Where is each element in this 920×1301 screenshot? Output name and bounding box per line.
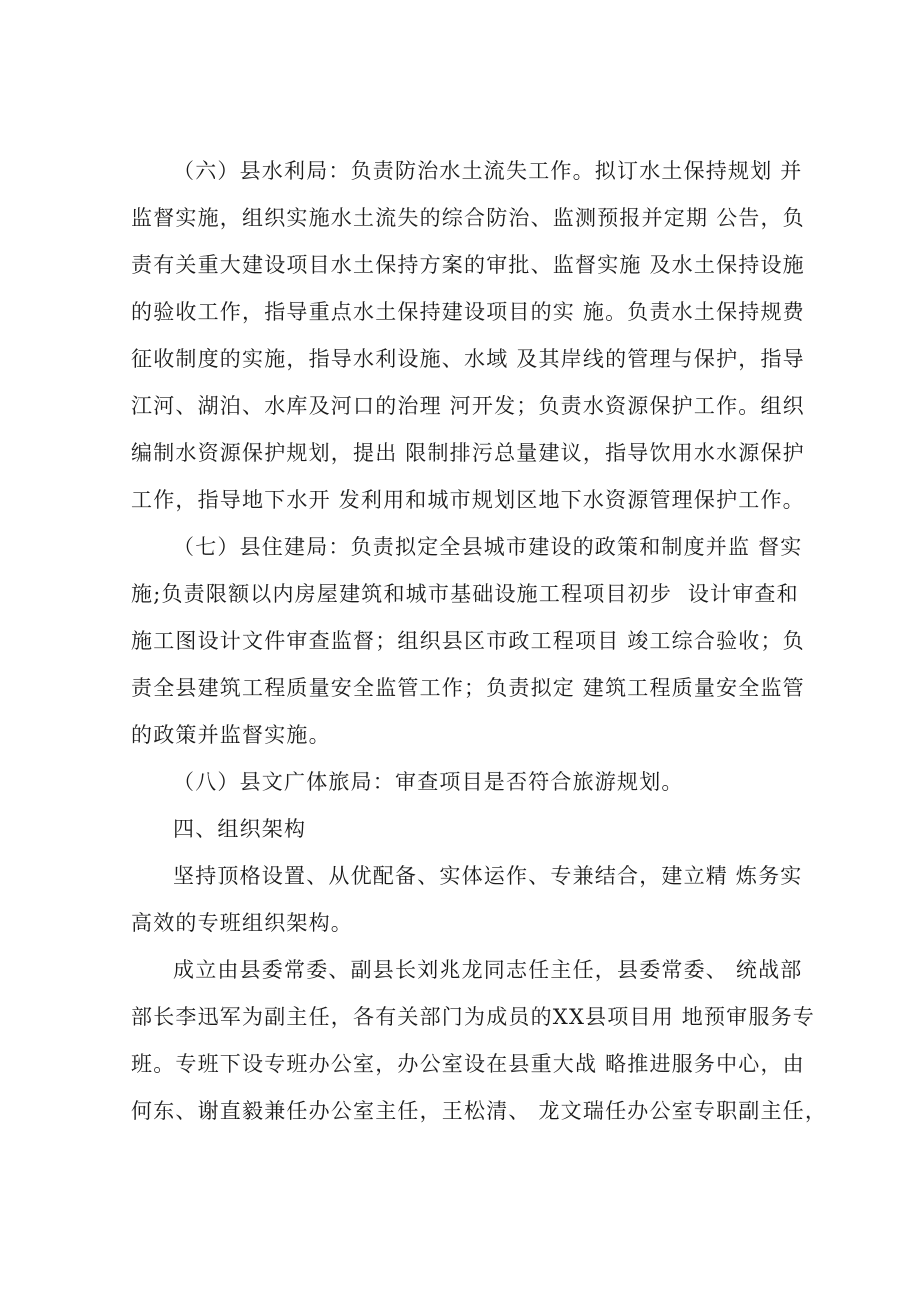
section-heading: 四、组织架构: [173, 817, 307, 841]
text-line: 施;负责限额以内房屋建筑和城市基础设施工程项目初步 设计审查和: [131, 582, 799, 606]
section-heading-organization: [131, 806, 796, 853]
text-line: 责有关重大建设项目水土保持方案的审批、监督实施 及水土保持设施: [131, 253, 805, 277]
text-line: 成立由县委常委、副县长刘兆龙同志任主任，县委常委、 统战部: [173, 958, 803, 982]
text-line: 工作，指导地下水开 发利用和城市规划区地下水资源管理保护工作。: [131, 488, 805, 512]
text-line: 施工图设计文件审查监督；组织县区市政工程项目 竣工综合验收；负: [131, 629, 805, 653]
text-line: （七）县住建局：负责拟定全县城市建设的政策和制度并监 督实: [173, 535, 803, 559]
text-line: （八）县文广体旅局：审查项目是否符合旅游规划。: [173, 770, 684, 794]
text-line: 江河、湖泊、水库及河口的治理 河开发；负责水资源保护工作。组织: [131, 394, 805, 418]
text-line: （六）县水利局：负责防治水土流失工作。拟订水土保持规划 并: [173, 159, 803, 183]
text-line: 监督实施，组织实施水土流失的综合防治、监测预报并定期 公告，负: [131, 206, 805, 230]
text-line: 责全县建筑工程质量安全监管工作；负责拟定 建筑工程质量安全监管: [131, 676, 805, 700]
text-line: 的验收工作，指导重点水土保持建设项目的实 施。负责水土保持规费: [131, 300, 805, 324]
paragraph-culture-bureau: [131, 759, 796, 806]
text-line: 的政策并监督实施。: [131, 723, 331, 747]
text-line: 坚持顶格设置、从优配备、实体运作、专兼结合，建立精 炼务实: [173, 864, 803, 888]
paragraph-structure-principle: [131, 853, 803, 947]
text-line: 班。专班下设专班办公室，办公室设在县重大战 略推进服务中心，由: [131, 1052, 805, 1076]
paragraph-task-force: [131, 947, 828, 1135]
paragraph-water-bureau: [131, 148, 805, 524]
paragraph-housing-bureau: [131, 524, 805, 759]
text-line: 编制水资源保护规划，提出 限制排污总量建议，指导饮用水水源保护: [131, 441, 805, 465]
document-body: [131, 148, 828, 1135]
text-line: 征收制度的实施，指导水利设施、水域 及其岸线的管理与保护，指导: [131, 347, 805, 371]
text-line: 何东、谢直毅兼任办公室主任，王松清、 龙文瑞任办公室专职副主任，: [131, 1099, 828, 1123]
text-line: 高效的专班组织架构。: [131, 911, 353, 935]
text-line: 部长李迅军为副主任，各有关部门为成员的XX县项目用 地预审服务专: [131, 1005, 815, 1029]
